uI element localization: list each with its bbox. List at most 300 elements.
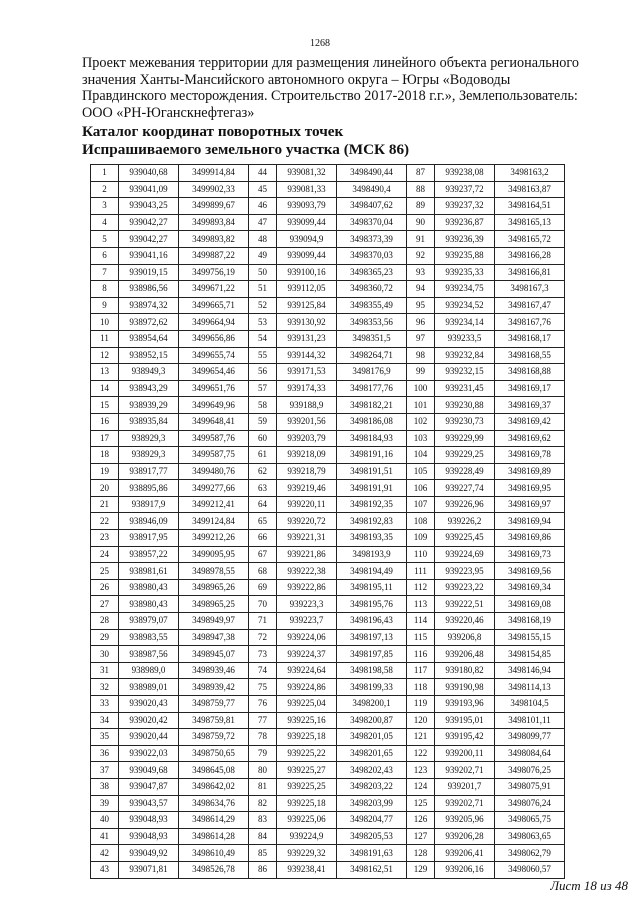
table-row [91,447,565,464]
coord-y-cell: 3498196,43 [337,613,407,630]
table-row [91,579,565,596]
coord-x-cell: 938943,29 [119,380,179,397]
coord-y-cell: 3499277,66 [179,480,249,497]
point-number-cell: 38 [91,778,119,795]
point-number-cell: 1 [91,165,119,182]
coord-x-cell: 939221,31 [277,530,337,547]
point-number-cell: 71 [249,613,277,630]
coord-x-cell: 939099,44 [277,247,337,264]
coord-x-cell: 939225,06 [277,812,337,829]
point-number-cell: 106 [407,480,435,497]
coord-x-cell: 939224,37 [277,646,337,663]
coord-x-cell: 938939,29 [119,397,179,414]
sheet-number: Лист 18 из 48 [550,878,628,893]
coord-y-cell: 3498634,76 [179,795,249,812]
catalog-title-line1: Каталог координат поворотных точек [82,123,344,140]
coord-y-cell: 3498351,5 [337,330,407,347]
point-number-cell: 26 [91,579,119,596]
coord-x-cell: 939235,88 [435,247,495,264]
coord-y-cell: 3498114,13 [495,679,565,696]
point-number-cell: 117 [407,662,435,679]
coord-x-cell: 939130,92 [277,314,337,331]
coord-x-cell: 939188,9 [277,397,337,414]
table-row [91,214,565,231]
coord-y-cell: 3498169,34 [495,579,565,596]
coord-x-cell: 939232,15 [435,364,495,381]
point-number-cell: 113 [407,596,435,613]
coord-y-cell: 3498076,25 [495,762,565,779]
coord-y-cell: 3498203,22 [337,778,407,795]
point-number-cell: 65 [249,513,277,530]
point-number-cell: 32 [91,679,119,696]
coord-x-cell: 939220,72 [277,513,337,530]
point-number-cell: 22 [91,513,119,530]
coord-y-cell: 3498084,64 [495,745,565,762]
coord-y-cell: 3498947,38 [179,629,249,646]
coord-y-cell: 3498192,83 [337,513,407,530]
coord-y-cell: 3499914,84 [179,165,249,182]
coord-x-cell: 938980,43 [119,596,179,613]
coord-x-cell: 939202,71 [435,762,495,779]
point-number-cell: 102 [407,413,435,430]
coord-x-cell: 939225,18 [277,795,337,812]
point-number-cell: 78 [249,729,277,746]
coord-y-cell: 3499649,96 [179,397,249,414]
table-row [91,596,565,613]
coord-x-cell: 939224,9 [277,828,337,845]
coord-x-cell: 938979,07 [119,613,179,630]
coord-y-cell: 3498191,16 [337,447,407,464]
coord-x-cell: 939236,39 [435,231,495,248]
point-number-cell: 116 [407,646,435,663]
point-number-cell: 120 [407,712,435,729]
coord-y-cell: 3498199,33 [337,679,407,696]
coord-y-cell: 3498169,97 [495,496,565,513]
coord-y-cell: 3499902,33 [179,181,249,198]
table-row [91,712,565,729]
coord-y-cell: 3499756,19 [179,264,249,281]
table-row [91,181,565,198]
coord-y-cell: 3498197,85 [337,646,407,663]
point-number-cell: 31 [91,662,119,679]
point-number-cell: 91 [407,231,435,248]
coord-x-cell: 939043,25 [119,198,179,215]
coord-x-cell: 938954,64 [119,330,179,347]
point-number-cell: 66 [249,530,277,547]
coord-y-cell: 3499648,41 [179,413,249,430]
coord-x-cell: 939206,8 [435,629,495,646]
point-number-cell: 16 [91,413,119,430]
coord-x-cell: 939201,7 [435,778,495,795]
coord-y-cell: 3498063,65 [495,828,565,845]
coord-y-cell: 3498194,49 [337,563,407,580]
point-number-cell: 59 [249,413,277,430]
coord-y-cell: 3498146,94 [495,662,565,679]
coord-x-cell: 938989,0 [119,662,179,679]
coord-x-cell: 939048,93 [119,828,179,845]
table-row [91,812,565,829]
coord-y-cell: 3498353,56 [337,314,407,331]
page-number: 1268 [310,38,330,49]
coord-x-cell: 939081,32 [277,165,337,182]
coord-x-cell: 939200,11 [435,745,495,762]
coord-y-cell: 3499587,76 [179,430,249,447]
coord-x-cell: 939238,08 [435,165,495,182]
table-row [91,496,565,513]
coord-y-cell: 3499665,71 [179,297,249,314]
table-row [91,662,565,679]
coord-y-cell: 3498169,17 [495,380,565,397]
catalog-title-line2: Испрашиваемого земельного участка (МСК 86) [82,141,410,158]
coord-y-cell: 3498164,51 [495,198,565,215]
coord-y-cell: 3498965,26 [179,579,249,596]
point-number-cell: 54 [249,330,277,347]
point-number-cell: 34 [91,712,119,729]
point-number-cell: 43 [91,861,119,878]
coord-x-cell: 938983,55 [119,629,179,646]
point-number-cell: 29 [91,629,119,646]
point-number-cell: 47 [249,214,277,231]
coord-y-cell: 3498614,28 [179,828,249,845]
table-row [91,679,565,696]
coord-y-cell: 3499654,46 [179,364,249,381]
coord-x-cell: 939048,93 [119,812,179,829]
coord-x-cell: 939223,95 [435,563,495,580]
point-number-cell: 58 [249,397,277,414]
point-number-cell: 39 [91,795,119,812]
coord-x-cell: 939218,79 [277,463,337,480]
coord-x-cell: 939094,9 [277,231,337,248]
table-row [91,198,565,215]
point-number-cell: 3 [91,198,119,215]
coord-x-cell: 938949,3 [119,364,179,381]
coord-y-cell: 3498195,11 [337,579,407,596]
coord-y-cell: 3499671,22 [179,281,249,298]
coord-x-cell: 939225,16 [277,712,337,729]
coord-y-cell: 3499480,76 [179,463,249,480]
point-number-cell: 127 [407,828,435,845]
coord-y-cell: 3498373,39 [337,231,407,248]
coord-y-cell: 3498101,11 [495,712,565,729]
coord-x-cell: 939020,43 [119,696,179,713]
point-number-cell: 103 [407,430,435,447]
coord-y-cell: 3498163,2 [495,165,565,182]
coord-y-cell: 3498264,71 [337,347,407,364]
point-number-cell: 110 [407,546,435,563]
point-number-cell: 4 [91,214,119,231]
table-row [91,745,565,762]
point-number-cell: 77 [249,712,277,729]
point-number-cell: 17 [91,430,119,447]
table-row [91,795,565,812]
point-number-cell: 109 [407,530,435,547]
point-number-cell: 108 [407,513,435,530]
point-number-cell: 118 [407,679,435,696]
coord-x-cell: 939237,72 [435,181,495,198]
coord-x-cell: 939225,45 [435,530,495,547]
point-number-cell: 82 [249,795,277,812]
coord-y-cell: 3498370,04 [337,214,407,231]
coord-y-cell: 3498978,55 [179,563,249,580]
coord-y-cell: 3498191,63 [337,845,407,862]
point-number-cell: 10 [91,314,119,331]
coord-x-cell: 939206,16 [435,861,495,878]
point-number-cell: 28 [91,613,119,630]
coord-y-cell: 3499095,95 [179,546,249,563]
point-number-cell: 104 [407,447,435,464]
point-number-cell: 80 [249,762,277,779]
coord-y-cell: 3498169,42 [495,413,565,430]
coord-x-cell: 938957,22 [119,546,179,563]
table-row [91,364,565,381]
table-row [91,231,565,248]
point-number-cell: 70 [249,596,277,613]
coord-y-cell: 3498965,25 [179,596,249,613]
coord-y-cell: 3498076,24 [495,795,565,812]
point-number-cell: 48 [249,231,277,248]
point-number-cell: 121 [407,729,435,746]
point-number-cell: 90 [407,214,435,231]
coord-x-cell: 939131,23 [277,330,337,347]
point-number-cell: 107 [407,496,435,513]
point-number-cell: 62 [249,463,277,480]
coord-x-cell: 939221,86 [277,546,337,563]
coord-x-cell: 939195,01 [435,712,495,729]
coord-y-cell: 3498177,76 [337,380,407,397]
point-number-cell: 13 [91,364,119,381]
coord-x-cell: 939229,25 [435,447,495,464]
point-number-cell: 93 [407,264,435,281]
point-number-cell: 86 [249,861,277,878]
coord-y-cell: 3498167,47 [495,297,565,314]
coord-y-cell: 3498176,9 [337,364,407,381]
coord-x-cell: 939043,57 [119,795,179,812]
point-number-cell: 95 [407,297,435,314]
coord-x-cell: 939222,86 [277,579,337,596]
coord-x-cell: 939218,09 [277,447,337,464]
coord-x-cell: 939237,32 [435,198,495,215]
point-number-cell: 7 [91,264,119,281]
point-number-cell: 97 [407,330,435,347]
coord-y-cell: 3498186,08 [337,413,407,430]
point-number-cell: 124 [407,778,435,795]
coord-x-cell: 939226,2 [435,513,495,530]
coord-x-cell: 939224,69 [435,546,495,563]
coord-y-cell: 3499899,67 [179,198,249,215]
coord-y-cell: 3499587,75 [179,447,249,464]
coord-y-cell: 3499212,26 [179,530,249,547]
table-row [91,546,565,563]
table-row [91,729,565,746]
coord-y-cell: 3498939,46 [179,662,249,679]
table-row [91,281,565,298]
coord-x-cell: 939171,53 [277,364,337,381]
table-row [91,264,565,281]
coord-y-cell: 3498168,17 [495,330,565,347]
point-number-cell: 18 [91,447,119,464]
coord-x-cell: 939225,22 [277,745,337,762]
point-number-cell: 49 [249,247,277,264]
point-number-cell: 61 [249,447,277,464]
point-number-cell: 96 [407,314,435,331]
coord-y-cell: 3498365,23 [337,264,407,281]
coord-y-cell: 3498945,07 [179,646,249,663]
point-number-cell: 44 [249,165,277,182]
point-number-cell: 75 [249,679,277,696]
coord-y-cell: 3498200,1 [337,696,407,713]
point-number-cell: 94 [407,281,435,298]
coord-x-cell: 938980,43 [119,579,179,596]
coord-y-cell: 3498201,65 [337,745,407,762]
table-row [91,347,565,364]
coord-x-cell: 939174,33 [277,380,337,397]
coord-y-cell: 3498197,13 [337,629,407,646]
point-number-cell: 35 [91,729,119,746]
coord-x-cell: 939093,79 [277,198,337,215]
coord-y-cell: 3498490,4 [337,181,407,198]
coord-y-cell: 3498642,02 [179,778,249,795]
point-number-cell: 101 [407,397,435,414]
coord-y-cell: 3499212,41 [179,496,249,513]
table-row [91,696,565,713]
coord-y-cell: 3498167,3 [495,281,565,298]
point-number-cell: 81 [249,778,277,795]
point-number-cell: 11 [91,330,119,347]
coord-x-cell: 939231,45 [435,380,495,397]
coord-x-cell: 939125,84 [277,297,337,314]
table-row [91,413,565,430]
table-row [91,330,565,347]
point-number-cell: 68 [249,563,277,580]
coord-x-cell: 939020,42 [119,712,179,729]
point-number-cell: 55 [249,347,277,364]
table-row [91,430,565,447]
point-number-cell: 2 [91,181,119,198]
coord-x-cell: 939230,88 [435,397,495,414]
coord-y-cell: 3499656,86 [179,330,249,347]
table-row [91,563,565,580]
coord-y-cell: 3498759,72 [179,729,249,746]
point-number-cell: 21 [91,496,119,513]
point-number-cell: 6 [91,247,119,264]
point-number-cell: 46 [249,198,277,215]
point-number-cell: 50 [249,264,277,281]
point-number-cell: 37 [91,762,119,779]
point-number-cell: 128 [407,845,435,862]
table-row [91,247,565,264]
coord-x-cell: 938917,95 [119,530,179,547]
coord-x-cell: 939224,06 [277,629,337,646]
coord-y-cell: 3499664,94 [179,314,249,331]
coordinates-table [90,164,565,879]
point-number-cell: 53 [249,314,277,331]
point-number-cell: 63 [249,480,277,497]
coord-x-cell: 939020,44 [119,729,179,746]
table-row [91,480,565,497]
coord-y-cell: 3498191,91 [337,480,407,497]
point-number-cell: 12 [91,347,119,364]
coord-x-cell: 939081,33 [277,181,337,198]
coord-y-cell: 3498191,51 [337,463,407,480]
point-number-cell: 27 [91,596,119,613]
coord-x-cell: 939041,16 [119,247,179,264]
table-row [91,762,565,779]
table-row [91,861,565,878]
point-number-cell: 72 [249,629,277,646]
coord-y-cell: 3498750,65 [179,745,249,762]
coord-y-cell: 3498169,56 [495,563,565,580]
coord-x-cell: 939042,27 [119,231,179,248]
coord-x-cell: 939206,41 [435,845,495,862]
coord-y-cell: 3498165,72 [495,231,565,248]
coord-x-cell: 939223,22 [435,579,495,596]
coord-y-cell: 3498167,76 [495,314,565,331]
coord-y-cell: 3498407,62 [337,198,407,215]
coord-y-cell: 3498166,81 [495,264,565,281]
point-number-cell: 92 [407,247,435,264]
coord-y-cell: 3498614,29 [179,812,249,829]
coord-x-cell: 939193,96 [435,696,495,713]
coord-y-cell: 3498155,15 [495,629,565,646]
coord-y-cell: 3498205,53 [337,828,407,845]
point-number-cell: 73 [249,646,277,663]
coord-x-cell: 938935,84 [119,413,179,430]
coord-y-cell: 3498169,37 [495,397,565,414]
coord-x-cell: 939219,46 [277,480,337,497]
coord-x-cell: 939049,92 [119,845,179,862]
coord-x-cell: 938917,9 [119,496,179,513]
point-number-cell: 115 [407,629,435,646]
coord-x-cell: 939227,74 [435,480,495,497]
coord-x-cell: 939022,03 [119,745,179,762]
table-row [91,463,565,480]
coord-y-cell: 3499893,84 [179,214,249,231]
table-row [91,530,565,547]
coord-x-cell: 939047,87 [119,778,179,795]
coord-y-cell: 3498370,03 [337,247,407,264]
coord-x-cell: 938952,15 [119,347,179,364]
coord-x-cell: 939205,96 [435,812,495,829]
coord-y-cell: 3498526,78 [179,861,249,878]
coord-x-cell: 939229,32 [277,845,337,862]
coord-x-cell: 939234,75 [435,281,495,298]
point-number-cell: 25 [91,563,119,580]
coord-x-cell: 939234,52 [435,297,495,314]
coord-y-cell: 3498099,77 [495,729,565,746]
coord-x-cell: 939144,32 [277,347,337,364]
coord-x-cell: 939041,09 [119,181,179,198]
point-number-cell: 42 [91,845,119,862]
table-row [91,646,565,663]
point-number-cell: 64 [249,496,277,513]
coord-y-cell: 3498193,9 [337,546,407,563]
coord-x-cell: 939099,44 [277,214,337,231]
point-number-cell: 5 [91,231,119,248]
coord-y-cell: 3498169,08 [495,596,565,613]
coord-x-cell: 938987,56 [119,646,179,663]
coord-x-cell: 939230,73 [435,413,495,430]
table-row [91,165,565,182]
coord-x-cell: 939019,15 [119,264,179,281]
coord-x-cell: 939112,05 [277,281,337,298]
point-number-cell: 36 [91,745,119,762]
table-row [91,828,565,845]
coord-x-cell: 939226,96 [435,496,495,513]
coord-x-cell: 939042,27 [119,214,179,231]
point-number-cell: 45 [249,181,277,198]
coord-y-cell: 3498193,35 [337,530,407,547]
point-number-cell: 19 [91,463,119,480]
